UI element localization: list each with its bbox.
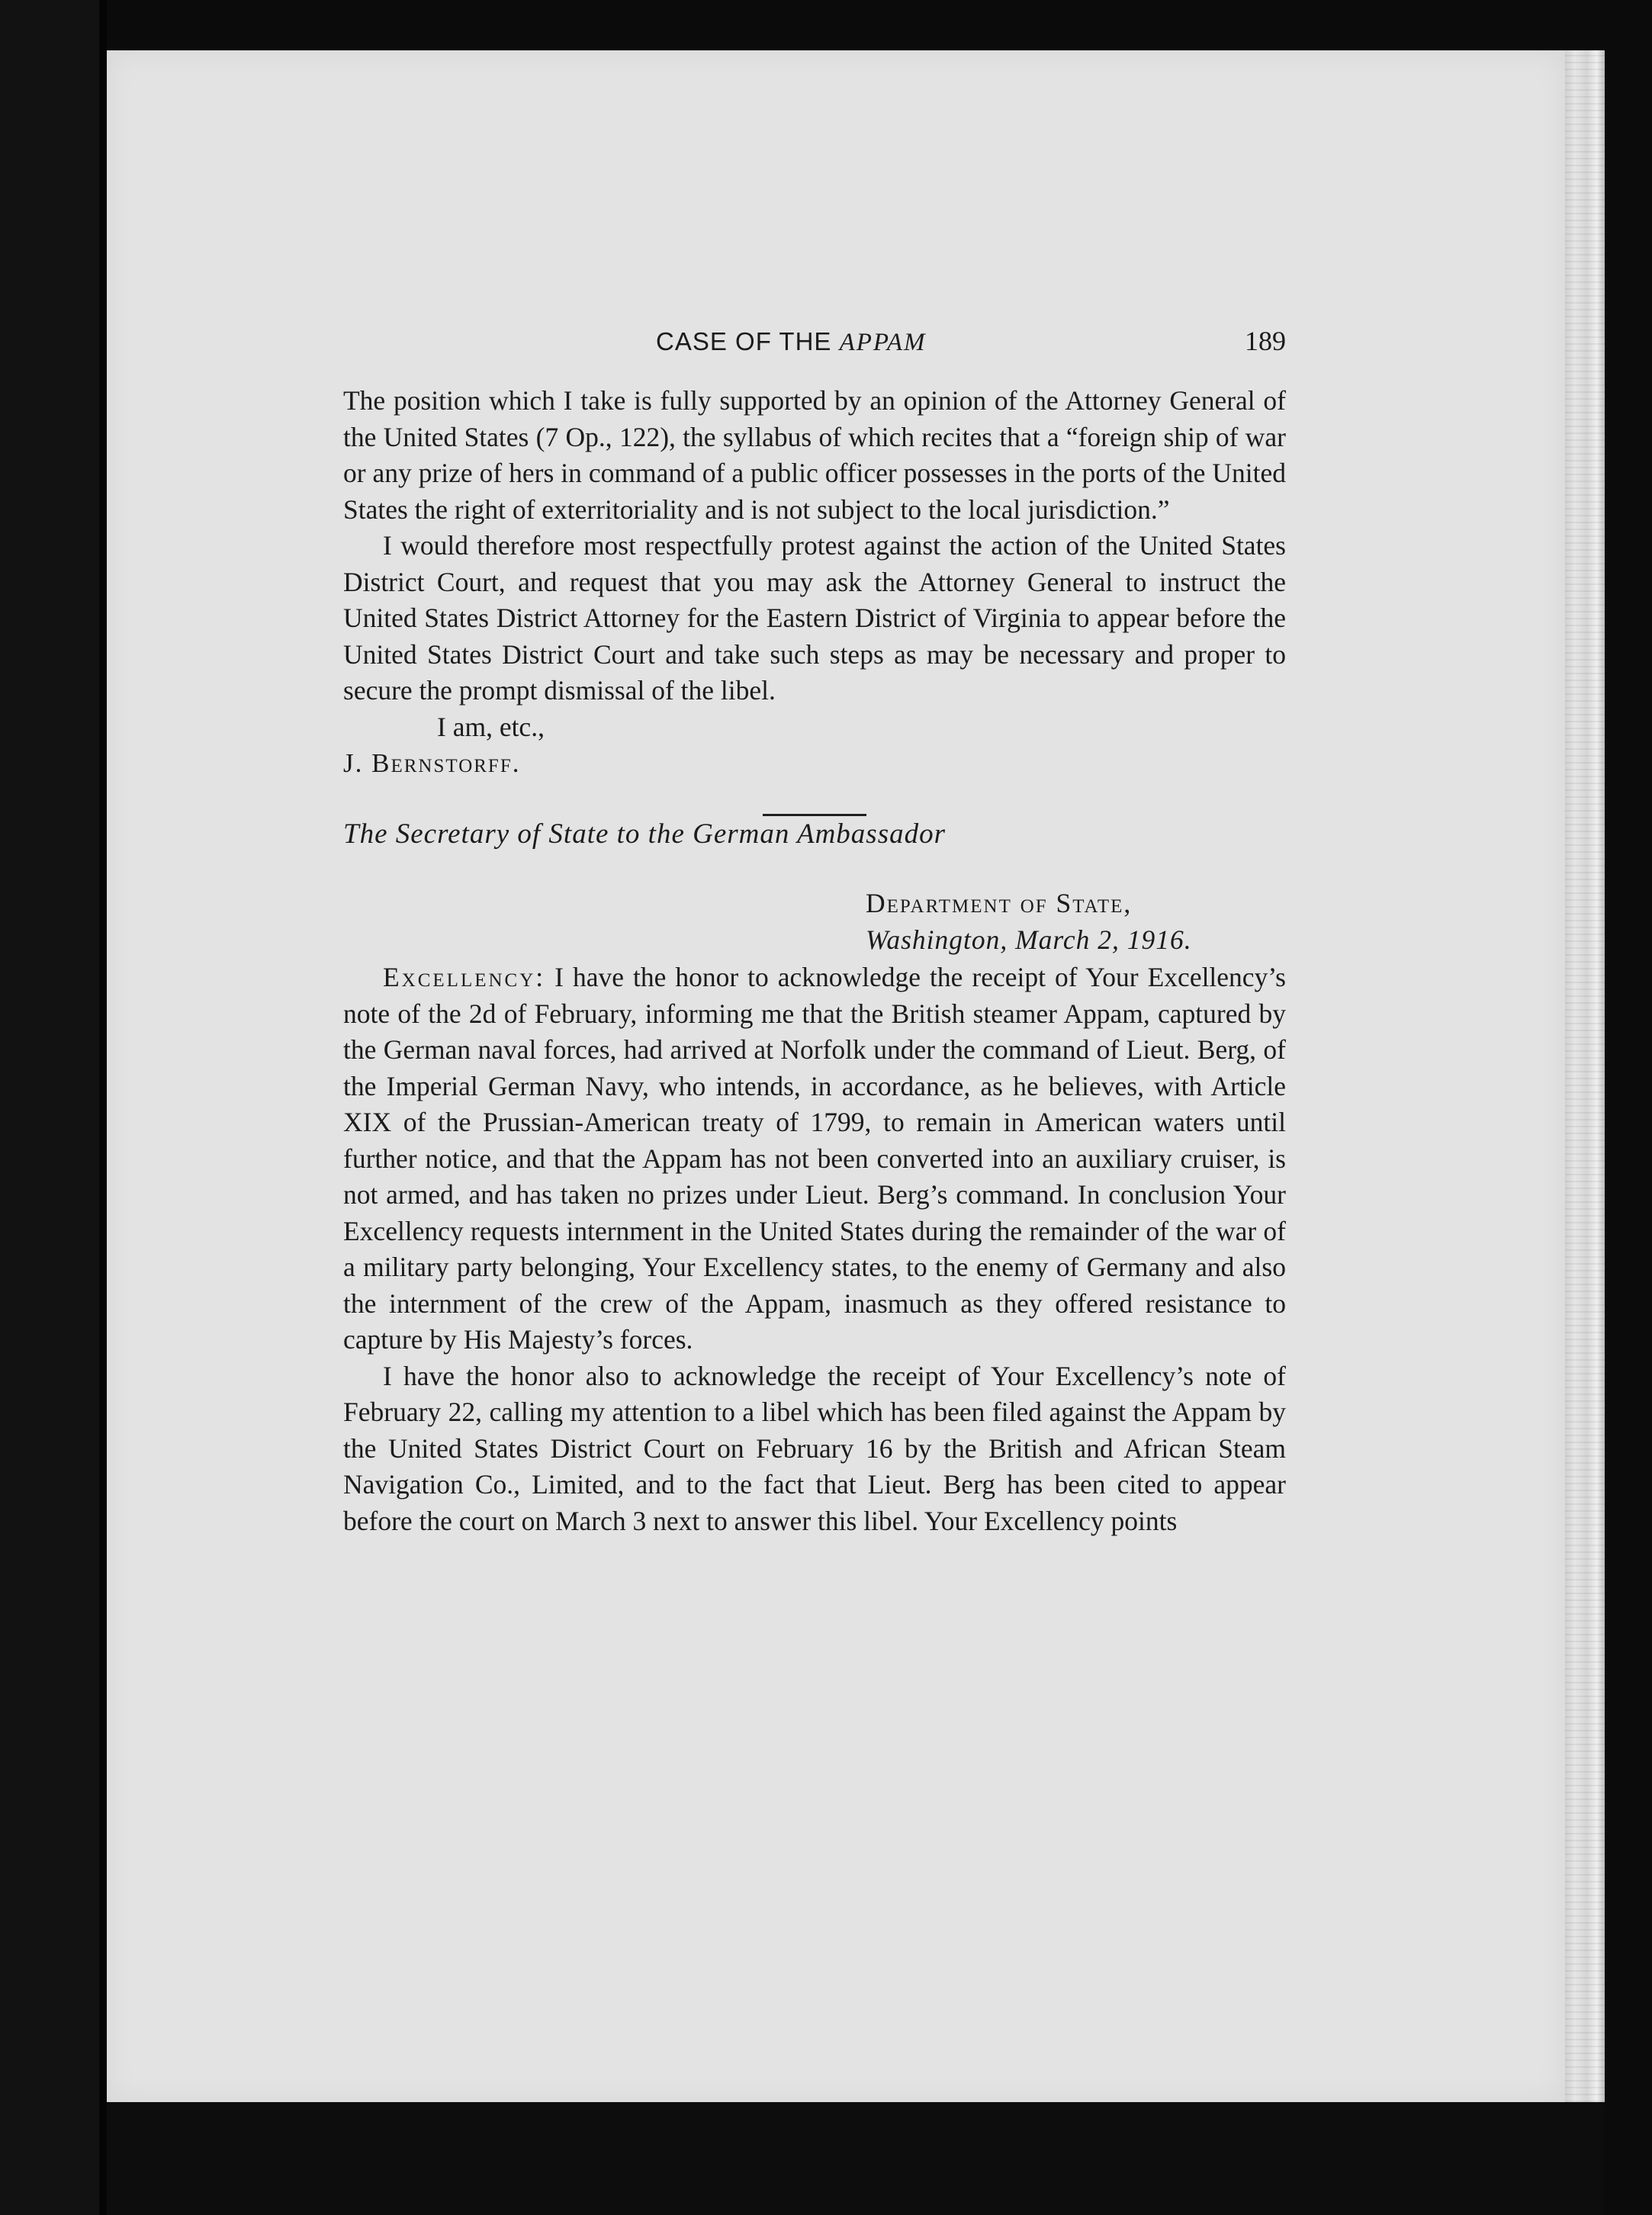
dateline-department: Department of State, (866, 888, 1133, 918)
letter-2-salutation: Excellency: (383, 962, 546, 992)
running-head-prefix: CASE OF THE (656, 327, 840, 355)
letter-1-paragraph-2: I would therefore most respectfully protest against the action of the United States District Court, and request that you may ask the Attorney General to instruct the United States District Attorney for the Eastern District of Virginia to appear before the United States District Court and take such steps as may be necessary and proper to secure the prompt dismissal of the libel. (343, 530, 1286, 706)
running-head (343, 323, 1286, 360)
scan-left-edge (0, 0, 107, 2215)
letter-2-paragraph-1-text: I have the honor to acknowledge the receipt of Your Excellency’s note of the 2d of February, informing me that the British steamer Appam, captured by the German naval forces, had arrived at Norfolk under the command of Lieut. Berg, of the Imperial German Navy, who intends, in accordance, as he believes, with Article XIX of the Prussian-American treaty of 1799, to remain in American waters until further notice, and that the Appam has not been converted into an auxiliary cruiser, is not armed, and has taken no prizes under Lieut. Berg’s command. In conclusion Your Excellency requests internment in the United States during the remainder of the war of a military party belonging, Your Excellency states, to the enemy of Germany and also the internment of the crew of the Appam, inasmuch as they offered resistance to capture by His Majesty’s forces. (343, 962, 1286, 1355)
letter-1-paragraph-1: The position which I take is fully supported by an opinion of the Attorney General of the United States (7 Op., 122), the syllabus of which recites that a “foreign ship of war or any prize of hers in command of a public officer possesses in the ports of the United States the right of exterritoriality and is not subject to the local jurisdiction.” (343, 385, 1286, 525)
dateline-place-date: Washington, March 2, 1916. (866, 924, 1192, 955)
letter-2-paragraph-2: I have the honor also to acknowledge the receipt of Your Excellency’s note of February 22, calling my attention to a libel which has been filed against the Appam by the United States District Court on February 16 by the British and African Steam Navigation Co., Limited, and to the fact that Lieut. Berg has been cited to appear before the court on March 3 next to answer this libel. Your Excellency points (343, 1360, 1286, 1536)
page-number: 189 (1245, 326, 1286, 356)
letter-1-closing: I am, etc., (437, 711, 545, 742)
text-flow (343, 383, 1286, 1539)
scan-bottom-edge (107, 2102, 1605, 2215)
running-head-title (656, 323, 926, 362)
page-stack-edge (1565, 50, 1605, 2102)
letter-1-signature: J. Bernstorff. (343, 748, 521, 778)
running-head-ship-name: APPAM (839, 329, 927, 356)
letter-2-paragraph-1 (343, 960, 1286, 1358)
letter-2-dateline (866, 886, 1286, 958)
letter-2-heading: The Secretary of State to the German Ambassador (343, 818, 946, 850)
